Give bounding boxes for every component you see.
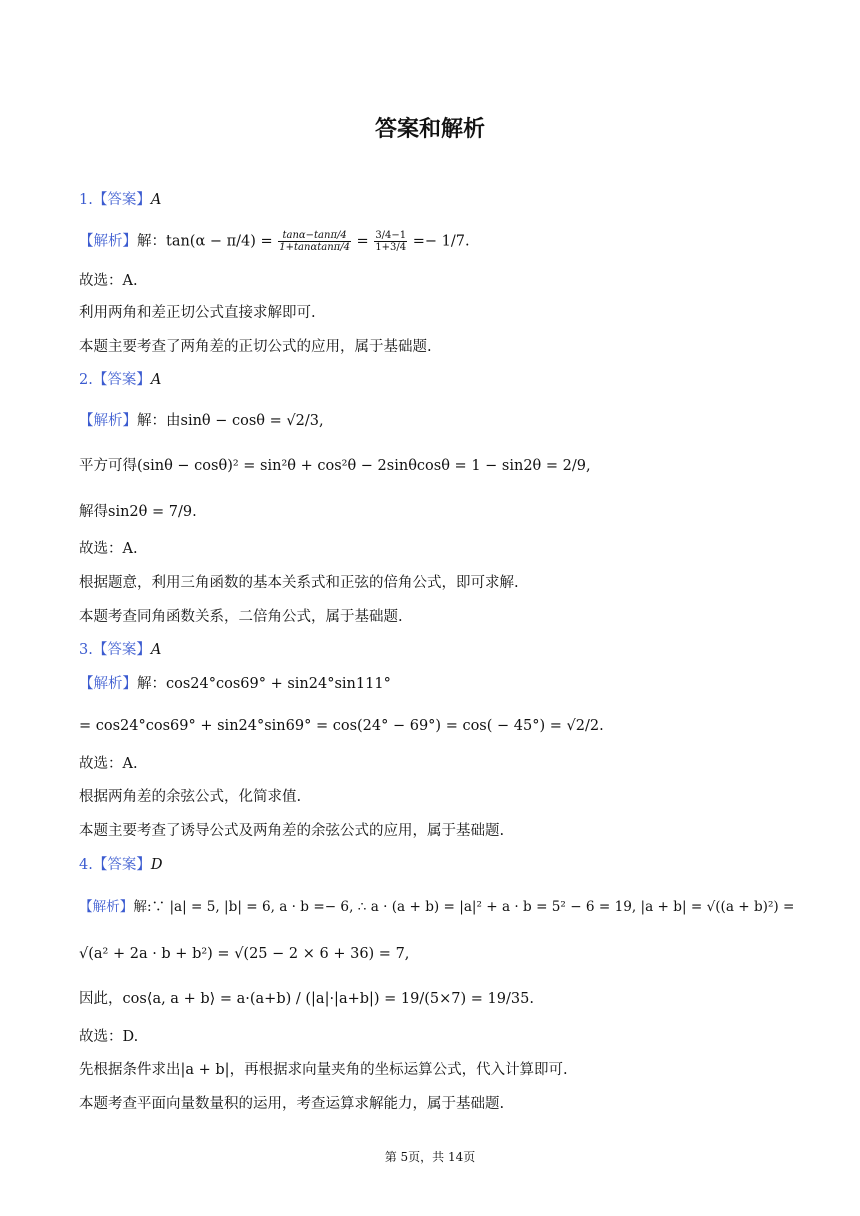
q1-frac1-num: tanα−tanπ/4 (278, 230, 351, 242)
q3-answer-value: A (150, 642, 162, 658)
q1-solution-tag: 【解析】 (79, 233, 137, 250)
page-footer: 第 5页，共 14页 (384, 1150, 476, 1164)
q4-line-1: 解:∵ |a| = 5, |b| = 6, a · b =− 6, ∴ a · (a + b) = |a|² + a · b = 5² − 6 = 19, |a + b| = √((a + b)²) = (133, 899, 795, 915)
q3-number: 3. (79, 642, 93, 658)
q2-line-1: 解：由sinθ − cosθ = √2/3, (137, 413, 324, 429)
q4-choose: 故选：D. (79, 1029, 139, 1045)
q3-line-1: 解：cos24°cos69° + sin24°sin111° (137, 676, 391, 692)
q2-answer-value: A (150, 372, 162, 388)
q2-note-1: 根据题意，利用三角函数的基本关系式和正弦的倍角公式，即可求解. (79, 575, 519, 591)
q4-note-1: 先根据条件求出|a + b|，再根据求向量夹角的坐标运算公式，代入计算即可. (79, 1062, 568, 1078)
q1-note-1: 利用两角和差正切公式直接求解即可. (79, 305, 316, 321)
q2-line-3: 解得sin2θ = 7/9. (79, 504, 197, 520)
q4-line-2: √(a² + 2a · b + b²) = √(25 − 2 × 6 + 36) = 7, (79, 946, 410, 962)
page-title: 答案和解析 (374, 117, 485, 142)
q1-fraction-2 (374, 230, 407, 253)
q2-answer-tag: 【答案】 (92, 372, 151, 388)
q1-frac1-den: 1+tanαtanπ/4 (279, 242, 350, 253)
q1-note-2: 本题主要考查了两角差的正切公式的应用，属于基础题. (79, 339, 432, 355)
q1-answer-value: A (150, 192, 162, 208)
q4-solution-tag: 【解析】 (79, 899, 134, 915)
q2-solution-tag: 【解析】 (79, 413, 137, 429)
q3-solution-tag: 【解析】 (79, 676, 137, 692)
q3-solution (79, 674, 391, 694)
q1-number: 1. (79, 192, 93, 208)
q3-note-1: 根据两角差的余弦公式，化简求值. (79, 789, 302, 805)
q1-answer (79, 190, 161, 210)
q1-answer-tag: 【答案】 (92, 192, 151, 208)
q3-line-2: = cos24°cos69° + sin24°sin69° = cos(24° − 69°) = cos( − 45°) = √2/2. (79, 718, 604, 734)
q1-solution-intro: 解： (137, 233, 166, 250)
q2-line-2: 平方可得(sinθ − cosθ)² = sin²θ + cos²θ − 2sinθcosθ = 1 − sin2θ = 2/9, (79, 458, 591, 474)
q4-line-3: 因此，cos⟨a, a + b⟩ = a·(a+b) / (|a|·|a+b|) = 19/(5×7) = 19/35. (79, 991, 534, 1007)
q3-choose: 故选：A. (79, 756, 138, 772)
q2-number: 2. (79, 372, 93, 388)
q1-choose: 故选：A. (79, 273, 138, 289)
q4-note-2: 本题考查平面向量数量积的运用，考查运算求解能力，属于基础题. (79, 1096, 505, 1112)
q2-note-2: 本题考查同角函数关系，二倍角公式，属于基础题. (79, 609, 403, 625)
q4-solution (79, 897, 794, 917)
q1-result: =− 1/7. (412, 233, 470, 250)
q2-solution (79, 411, 324, 431)
q1-frac2-den: 1+3/4 (375, 242, 407, 253)
q1-frac2-num: 3/4−1 (375, 230, 407, 241)
q4-answer-value: D (150, 857, 163, 873)
q2-answer (79, 370, 161, 390)
q2-choose: 故选：A. (79, 541, 138, 557)
q4-number: 4. (79, 857, 93, 873)
q3-answer (79, 640, 161, 660)
q4-answer-tag: 【答案】 (92, 857, 151, 873)
q1-eq-lhs: tan(α − π/4) = (166, 233, 273, 250)
q1-solution: 【解析】解：tan(α − π/4) = $\frac{\tan\alpha-\tan\pi/4}{1+\tan\alpha\tan\pi/4}$ = $\frac{3/4-1}{1+3/4}$ =− 1/7. (79, 230, 470, 253)
q3-note-2: 本题主要考查了诱导公式及两角差的余弦公式的应用，属于基础题. (79, 823, 505, 839)
q3-answer-tag: 【答案】 (92, 642, 151, 658)
q4-answer (79, 855, 162, 875)
q1-fraction-1 (278, 230, 351, 253)
